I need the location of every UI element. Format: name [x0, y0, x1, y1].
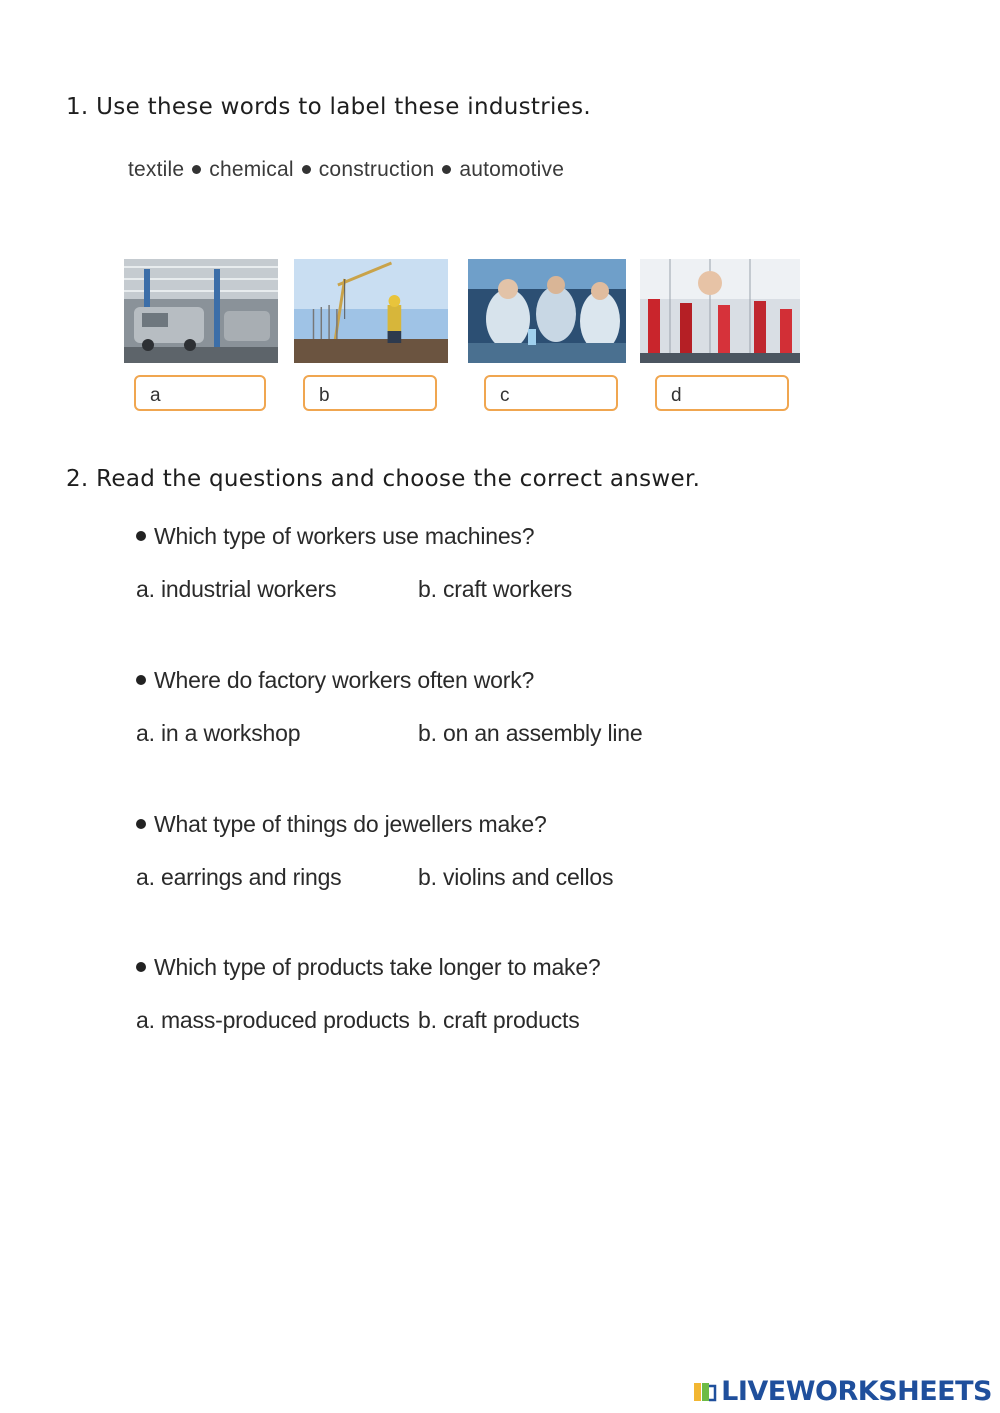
option-1b[interactable]: b. craft workers	[418, 576, 573, 602]
liveworksheets-mark-icon	[693, 1380, 717, 1404]
word-bank-item: construction	[318, 158, 435, 181]
exercise-2-heading: 2. Read the questions and choose the correct answer.	[66, 466, 701, 492]
question-2	[136, 667, 534, 694]
bullet-icon	[136, 675, 146, 685]
word-bank-item: textile	[128, 158, 185, 181]
answer-input-b[interactable]	[339, 381, 429, 405]
question-1	[136, 523, 534, 550]
answer-box-letter: c	[500, 385, 510, 406]
word-bank-item: automotive	[459, 158, 565, 181]
option-4a[interactable]: a. mass-produced products	[136, 1007, 410, 1033]
logo-text: LIVEWORKSHEETS	[721, 1376, 992, 1407]
option-4b[interactable]: b. craft products	[418, 1007, 580, 1033]
question-text: Which type of workers use machines?	[154, 523, 535, 549]
exercise-1-heading: 1. Use these words to label these industries.	[66, 94, 592, 120]
option-3a[interactable]: a. earrings and rings	[136, 864, 342, 890]
bullet-icon	[136, 962, 146, 972]
question-text: Which type of products take longer to make?	[154, 954, 601, 980]
word-bank	[128, 158, 564, 182]
question-3	[136, 811, 547, 838]
word-bank-item: chemical	[209, 158, 294, 181]
answer-box-letter: d	[671, 385, 682, 406]
liveworksheets-logo	[693, 1376, 992, 1407]
car-factory-photo	[124, 259, 278, 363]
question-4	[136, 954, 601, 981]
question-text: What type of things do jewellers make?	[154, 811, 547, 837]
answer-box-d[interactable]	[655, 375, 789, 411]
answer-input-c[interactable]	[520, 381, 610, 405]
construction-site-photo	[294, 259, 448, 363]
answer-box-letter: b	[319, 385, 330, 406]
option-2b[interactable]: b. on an assembly line	[418, 720, 643, 746]
option-3b[interactable]: b. violins and cellos	[418, 864, 614, 890]
option-2a[interactable]: a. in a workshop	[136, 720, 301, 746]
answer-input-d[interactable]	[691, 381, 781, 405]
answer-box-letter: a	[150, 385, 161, 406]
answer-box-c[interactable]	[484, 375, 618, 411]
answer-box-b[interactable]	[303, 375, 437, 411]
laboratory-photo	[468, 259, 626, 363]
answer-box-a[interactable]	[134, 375, 266, 411]
option-1a[interactable]: a. industrial workers	[136, 576, 337, 602]
bullet-icon	[302, 165, 311, 174]
textile-spools-photo	[640, 259, 800, 363]
bullet-icon	[136, 531, 146, 541]
bullet-icon	[136, 819, 146, 829]
question-text: Where do factory workers often work?	[154, 667, 535, 693]
answer-input-a[interactable]	[170, 381, 258, 405]
bullet-icon	[192, 165, 201, 174]
bullet-icon	[442, 165, 451, 174]
